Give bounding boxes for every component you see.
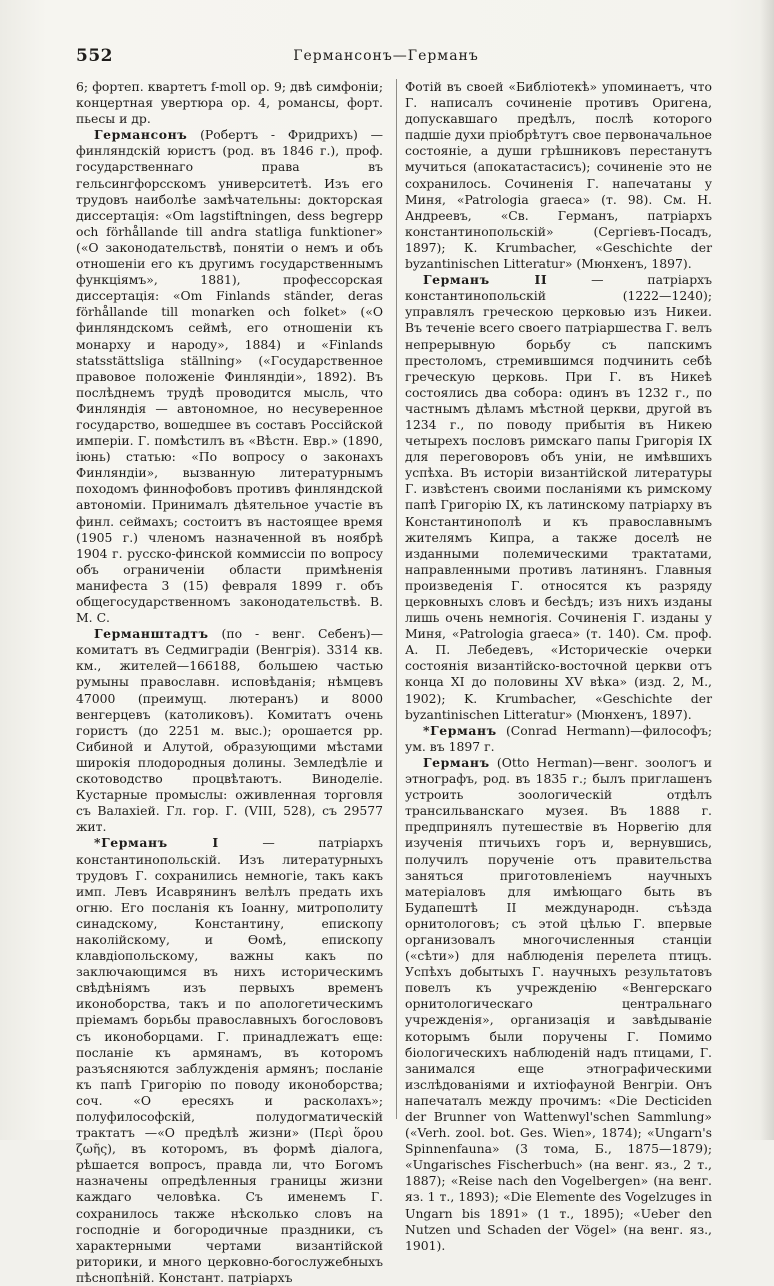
entry-germanshtadt — [76, 626, 383, 835]
entry-german-2 — [405, 272, 712, 723]
page-number: 552 — [76, 46, 113, 66]
headword: *Германъ — [423, 722, 497, 738]
headword: Германсонъ — [94, 127, 188, 143]
entry-german-otto — [405, 755, 712, 1254]
headword: Германъ II — [423, 272, 548, 288]
headword: Германъ — [423, 754, 490, 770]
entry-text: — патріархъ константинопольскій. Изъ литературныхъ трудовъ Г. сохранились немногіе, такъ какъ имп. Левъ Исаврянинъ велѣлъ предать ихъ огню. Его посланія къ Іоанну, митрополиту синадскому, Константину, епископу наколійскому, и Ѳомѣ, епископу клавдіопольскому, важны какъ по заключающимся въ нихъ историческимъ свѣдѣніямъ изъ первыхъ временъ иконоборства, такъ и по апологетическимъ пріемамъ борьбы православныхъ богослововъ съ иконоборцами. Г. принадлежатъ еще: посланіе къ армянамъ, въ которомъ разъясняются заблужденія армянъ; посланіе къ папѣ Григорію по поводу иконоборства; соч. «О ересяхъ и расколахъ»; полуфилософскій, полудогматическій трактатъ —«О предѣлѣ жизни» (Περὶ ὅρου ζωῆς), въ которомъ, въ формѣ діалога, рѣшается вопросъ, правда ли, что Богомъ назначены опредѣленныя границы жизни каждаго человѣка. Съ именемъ Г. сохранилось также нѣсколько словъ на господніе и богородичные праздники, съ характерными чертами византійской риторики, и много церковно-богослужебныхъ пѣснопѣній. Констант. патріархъ — [76, 835, 383, 1285]
page-header — [76, 46, 696, 70]
page-edge-shadow — [760, 0, 774, 1140]
entry-continuation: Фотій въ своей «Библіотекѣ» упоминаетъ, что Г. написалъ сочиненіе противъ Оригена, допускавшаго предѣлъ, послѣ которого падшіе духи пріобрѣтутъ свое первоначальное состояніе, а души грѣшниковъ перестанутъ мучиться (апокатастасисъ); сочиненіе это не сохранилось. Сочиненія Г. напечатаны у Миня, «Patrologia graeca» (т. 98). См. Н. Андреевъ, «Св. Германъ, патріархъ константинопольскій» (Сергіевъ-Посадъ, 1897); К. Krumbacher, «Geschichte der byzantinischen Litteratur» (Мюнхенъ, 1897). — [405, 79, 712, 272]
entry-text: (Otto Herman)—венг. зоологъ и этнографъ, род. въ 1835 г.; былъ приглашенъ устроить зоологическій отдѣлъ трансильванскаго музея. Въ 1888 г. предпринялъ путешествіе въ Норвегію для изученія птичьихъ горъ и, вернувшись, получилъ порученіе отъ правительства заняться приготовленіемъ научныхъ матеріаловъ для имѣющаго быть въ Будапештѣ II международн. съѣзда орнитологовъ; съ этой цѣлью Г. впервые организовалъ многочисленныя станціи («сѣти») для наблюденія перелета птицъ. Успѣхъ добытыхъ Г. научныхъ результатовъ повелъ къ учрежденію «Венгерскаго орнитологическаго центральнаго учрежденія», организація и завѣдываніе которымъ были поручены Г. Помимо біологическихъ наблюденій надъ птицами, Г. занимался еще этнографическими изслѣдованіями и ихтіофауной Венгріи. Онъ напечаталъ между прочимъ: «Die Decticiden der Brunner von Wattenwyl'schen Sammlung» («Verh. zool. bot. Ges. Wien», 1874); «Ungarn's Spinnenfauna» (3 тома, Б., 1875—1879); «Ungarisches Fischerbuch» (на венг. яз., 2 т., 1887); «Reise nach den Vogelbergen» (на венг. яз. 1 т., 1893); «Die Elemente des Vogelzuges in Ungarn bis 1891» (1 т., 1895); «Ueber den Nutzen und Schaden der Vögel» (на венг. яз., 1901). — [405, 754, 712, 1253]
headword: *Германъ I — [94, 835, 219, 851]
entry-continuation: 6; фортеп. квартетъ f-moll op. 9; двѣ симфоніи; концертная увертюра ор. 4, романсы, форт. пьесы и др. — [76, 79, 383, 127]
entry-text: (Робертъ - Фридрихъ) — финляндскій юристъ (род. въ 1846 г.), проф. государственнаго права въ гельсингфорсскомъ университетѣ. Изъ его трудовъ наиболѣе замѣчательны: докторская диссертація: «Om lagstiftningen, dess begrepp och förhållande till andra statliga funktioner» («О законодательствѣ, понятіи о немъ и объ отношеніи его къ другимъ государственнымъ функціямъ», 1881), профессорская диссертація: «Om Finlands ständer, deras förhållande till monarken och folket» («О финляндскомъ сеймѣ, его отношеніи къ монарху и народу», 1884) и «Finlands statsstättsliga ställning» («Государственное правовое положеніе Финляндіи», 1892). Въ послѣднемъ трудѣ проводится мысль, что Финляндія — автономное, но несуверенное государство, вошедшее въ составъ Россійской имперіи. Г. помѣстилъ въ «Вѣстн. Евр.» (1890, іюнь) статью: «По вопросу о законахъ Финляндіи», вызванную литературнымъ походомъ финнофобовъ противъ финляндской автономіи. Принималъ дѣятельное участіе въ финл. сеймахъ; состоитъ въ настоящее время (1905 г.) членомъ назначенной въ ноябрѣ 1904 г. русско-финской коммиссіи по вопросу объ ограниченіи области примѣненія манифеста 3 (15) февраля 1899 г. объ общегосударственномъ законодательствѣ. В. М. С. — [76, 127, 383, 626]
column-divider — [396, 79, 397, 1119]
left-column — [76, 79, 383, 1286]
entry-germanson — [76, 127, 383, 626]
headword: Германштадтъ — [94, 626, 209, 642]
entry-german-conrad — [405, 723, 712, 755]
right-column — [405, 79, 712, 1254]
entry-german-1 — [76, 835, 383, 1286]
entry-text: (Conrad Hermann)—философъ; ум. въ 1897 г. — [405, 722, 712, 754]
running-head: Германсонъ—Германъ — [293, 48, 479, 64]
entry-text: — патріархъ константинопольскій (1222—1240); управлялъ греческою церковью изъ Никеи. Въ теченіе всего своего патріаршества Г. велъ непрерывную борьбу съ папскимъ престоломъ, стремившимся подчинить себѣ греческую церковь. При Г. въ Никеѣ состоялись два собора: одинъ въ 1232 г., по частнымъ дѣламъ мѣстной церкви, другой въ 1234 г., по поводу прибытія въ Никею четырехъ пословъ римскаго папы Григорія IX для переговоровъ объ уніи, не имѣвшихъ успѣха. Въ исторіи византійской литературы Г. извѣстенъ своими посланіями къ римскому папѣ Григорію IX, къ латинскому патріарху въ Константинополѣ и къ православнымъ жителямъ Кипра, а также доселѣ не изданными полемическими трактатами, направленными противъ латинянъ. Главныя произведенія Г. относятся къ разряду церковныхъ словъ и бесѣдъ; изъ нихъ изданы лишь очень немногія. Сочиненія Г. изданы у Миня, «Patrologia graeca» (т. 140). См. проф. А. П. Лебедевъ, «Историческіе очерки состоянія византійско-восточной церкви отъ конца XI до половины XV вѣка» (изд. 2, М., 1902); K. Krumbacher, «Geschichte der byzantinischen Litteratur» (Мюнхенъ, 1897). — [405, 272, 712, 722]
entry-text: (по - венг. Себенъ)— комитатъ въ Седмиградіи (Венгрія). 3314 кв. км., жителей—166188, большею частью румыны православн. исповѣданія; нѣмцевъ 47000 (преимущ. лютеранъ) и 8000 венгерцевъ (католиковъ). Комитатъ очень гористъ (до 2251 м. выс.); орошается рр. Сибиной и Алутой, образующими мѣстами широкія плодородныя долины. Земледѣліе и скотоводство процвѣтаютъ. Виноделіе. Кустарные промыслы: оживленная торговля съ Валахіей. Гл. гор. Г. (VIII, 528), съ 29577 жит. — [76, 626, 383, 835]
